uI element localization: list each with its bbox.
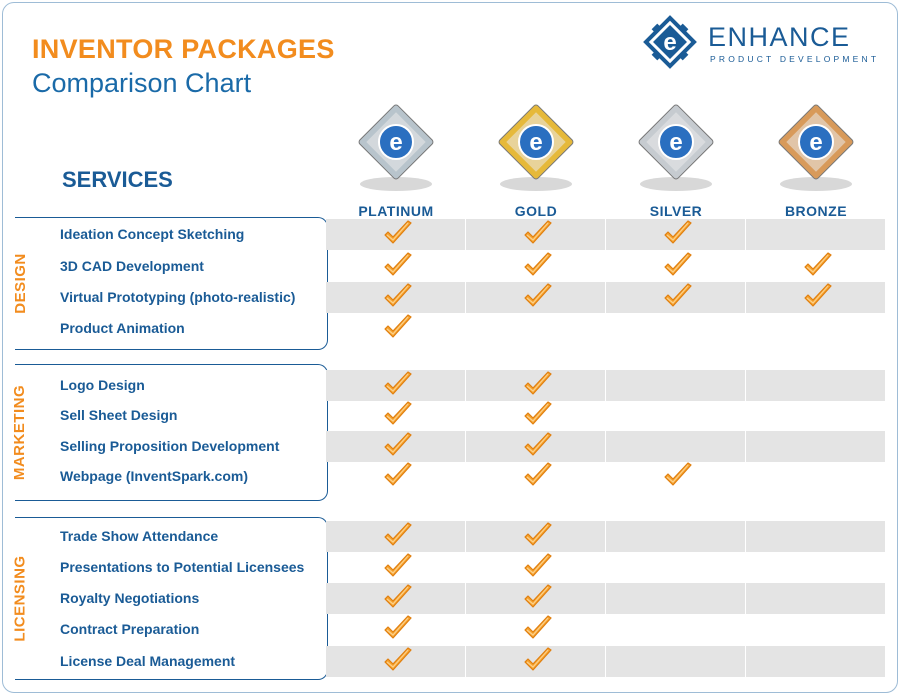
- cell-bronze: [746, 431, 885, 462]
- cell-bronze: [746, 400, 885, 431]
- cell-platinum: [326, 251, 465, 282]
- cell-bronze: [746, 282, 885, 313]
- checkmark-icon: [663, 220, 693, 248]
- cell-silver: [606, 552, 745, 583]
- group-label-text: LICENSING: [11, 555, 29, 642]
- cell-gold: [466, 219, 605, 250]
- cell-bronze: [746, 251, 885, 282]
- checkmark-icon: [383, 283, 413, 311]
- checkmark-icon: [803, 252, 833, 280]
- checkmark-icon: [523, 371, 553, 399]
- checkmark-icon: [523, 584, 553, 612]
- checkmark-icon: [523, 283, 553, 311]
- cell-silver: [606, 614, 745, 645]
- tier-badge-letter: e: [809, 129, 823, 156]
- cell-gold: [466, 313, 605, 344]
- cell-silver: [606, 313, 745, 344]
- cell-platinum: [326, 461, 465, 492]
- tier-badge-icon: [631, 98, 721, 194]
- checkmark-icon: [383, 401, 413, 429]
- service-name: 3D CAD Development: [60, 258, 204, 274]
- cell-gold: [466, 614, 605, 645]
- service-name: Product Animation: [60, 320, 185, 336]
- service-name: Presentations to Potential Licensees: [60, 559, 305, 575]
- checkmark-icon: [663, 283, 693, 311]
- page-subtitle: Comparison Chart: [32, 68, 252, 98]
- table-row: [0, 313, 900, 344]
- checkmark-icon: [383, 252, 413, 280]
- tier-badge-letter: e: [669, 129, 683, 156]
- service-name: Logo Design: [60, 377, 145, 393]
- services-heading: SERVICES: [62, 167, 173, 192]
- cell-platinum: [326, 219, 465, 250]
- cell-bronze: [746, 461, 885, 492]
- service-name: Contract Preparation: [60, 621, 200, 637]
- cell-gold: [466, 521, 605, 552]
- cell-silver: [606, 219, 745, 250]
- tier-label: BRONZE: [784, 203, 848, 219]
- enhance-logo[interactable]: [636, 10, 886, 82]
- table-row: [0, 370, 900, 401]
- tier-badge-icon: [491, 98, 581, 194]
- checkmark-icon: [523, 647, 553, 675]
- table-row: [0, 400, 900, 431]
- cell-silver: [606, 431, 745, 462]
- service-name: Selling Proposition Development: [60, 438, 280, 454]
- cell-silver: [606, 251, 745, 282]
- table-row: [0, 646, 900, 677]
- cell-gold: [466, 251, 605, 282]
- service-name: Virtual Prototyping (photo-realistic): [60, 289, 296, 305]
- checkmark-icon: [523, 522, 553, 550]
- checkmark-icon: [663, 462, 693, 490]
- checkmark-icon: [523, 462, 553, 490]
- tier-label: SILVER: [649, 203, 703, 219]
- table-row: [0, 552, 900, 583]
- checkmark-icon: [383, 522, 413, 550]
- cell-platinum: [326, 646, 465, 677]
- tier-bronze: [746, 98, 886, 219]
- service-name: Royalty Negotiations: [60, 590, 200, 606]
- checkmark-icon: [663, 252, 693, 280]
- logo-mark-letter: e: [663, 29, 677, 56]
- cell-platinum: [326, 583, 465, 614]
- table-row: [0, 282, 900, 313]
- group-label-text: DESIGN: [11, 253, 29, 314]
- cell-platinum: [326, 614, 465, 645]
- cell-silver: [606, 400, 745, 431]
- cell-bronze: [746, 614, 885, 645]
- tier-badge-icon: [771, 98, 861, 194]
- tier-badge-icon: [351, 98, 441, 194]
- cell-silver: [606, 521, 745, 552]
- checkmark-icon: [383, 462, 413, 490]
- cell-gold: [466, 400, 605, 431]
- cell-platinum: [326, 400, 465, 431]
- checkmark-icon: [383, 615, 413, 643]
- tier-silver: [606, 98, 746, 219]
- table-row: [0, 461, 900, 492]
- cell-gold: [466, 282, 605, 313]
- service-name: Ideation Concept Sketching: [60, 226, 245, 242]
- cell-bronze: [746, 552, 885, 583]
- checkmark-icon: [383, 647, 413, 675]
- cell-platinum: [326, 370, 465, 401]
- cell-silver: [606, 646, 745, 677]
- tier-label: GOLD: [514, 203, 558, 219]
- checkmark-icon: [803, 283, 833, 311]
- table-row: [0, 521, 900, 552]
- enhance-logo-icon: [640, 12, 700, 72]
- group-label-text: MARKETING: [11, 384, 29, 481]
- cell-bronze: [746, 646, 885, 677]
- service-name: License Deal Management: [60, 653, 236, 669]
- cell-platinum: [326, 282, 465, 313]
- service-name: Trade Show Attendance: [60, 528, 219, 544]
- cell-silver: [606, 461, 745, 492]
- service-name: Sell Sheet Design: [60, 407, 178, 423]
- cell-platinum: [326, 552, 465, 583]
- cell-gold: [466, 646, 605, 677]
- checkmark-icon: [523, 615, 553, 643]
- logo-tagline: PRODUCT DEVELOPMENT: [710, 54, 880, 64]
- cell-gold: [466, 583, 605, 614]
- service-name: Webpage (InventSpark.com): [60, 468, 249, 484]
- table-row: [0, 251, 900, 282]
- table-row: [0, 219, 900, 250]
- cell-bronze: [746, 313, 885, 344]
- checkmark-icon: [383, 553, 413, 581]
- checkmark-icon: [383, 314, 413, 342]
- cell-gold: [466, 552, 605, 583]
- cell-gold: [466, 370, 605, 401]
- checkmark-icon: [383, 220, 413, 248]
- cell-silver: [606, 583, 745, 614]
- cell-bronze: [746, 370, 885, 401]
- cell-platinum: [326, 313, 465, 344]
- cell-silver: [606, 282, 745, 313]
- tier-badge-letter: e: [389, 129, 403, 156]
- table-row: [0, 583, 900, 614]
- cell-platinum: [326, 521, 465, 552]
- cell-platinum: [326, 431, 465, 462]
- logo-wordmark: ENHANCE: [708, 22, 851, 52]
- checkmark-icon: [523, 220, 553, 248]
- cell-gold: [466, 431, 605, 462]
- page-title: INVENTOR PACKAGES: [32, 34, 335, 64]
- cell-bronze: [746, 219, 885, 250]
- cell-bronze: [746, 521, 885, 552]
- checkmark-icon: [523, 401, 553, 429]
- checkmark-icon: [383, 371, 413, 399]
- tier-platinum: [326, 98, 466, 219]
- checkmark-icon: [523, 432, 553, 460]
- tier-gold: [466, 98, 606, 219]
- checkmark-icon: [523, 252, 553, 280]
- table-row: [0, 431, 900, 462]
- tier-label: PLATINUM: [358, 203, 434, 219]
- table-row: [0, 614, 900, 645]
- checkmark-icon: [383, 432, 413, 460]
- checkmark-icon: [383, 584, 413, 612]
- cell-bronze: [746, 583, 885, 614]
- cell-gold: [466, 461, 605, 492]
- cell-silver: [606, 370, 745, 401]
- tier-badge-letter: e: [529, 129, 543, 156]
- checkmark-icon: [523, 553, 553, 581]
